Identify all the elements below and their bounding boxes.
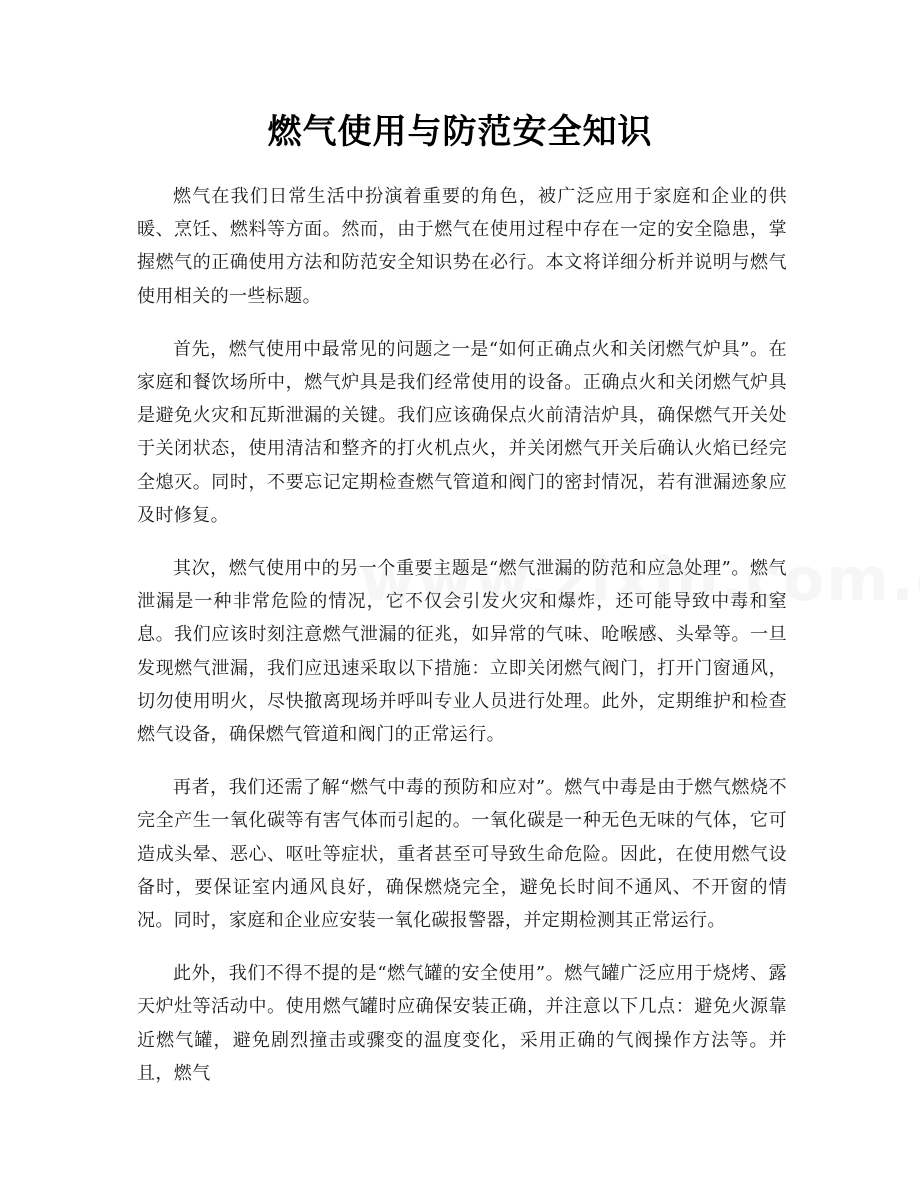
paragraph-leak: 其次，燃气使用中的另一个重要主题是“燃气泄漏的防范和应急处理”。燃气泄漏是一种非常危险的情况，它不仅会引发火灾和爆炸，还可能导致中毒和窒息。我们应该时刻注意燃气泄漏的征兆，如异常的气味、呛喉感、头晕等。一旦发现燃气泄漏，我们应迅速采取以下措施：立即关闭燃气阀门，打开门窗通风，切勿使用明火，尽快撤离现场并呼叫专业人员进行处理。此外，定期维护和检查燃气设备，确保燃气管道和阀门的正常运行。 <box>137 558 787 746</box>
document-body <box>137 180 787 1110</box>
paragraph-intro: 燃气在我们日常生活中扮演着重要的角色，被广泛应用于家庭和企业的供暖、烹饪、燃料等方面。然而，由于燃气在使用过程中存在一定的安全隐患，掌握燃气的正确使用方法和防范安全知识势在必行。本文将详细分析并说明与燃气使用相关的一些标题。 <box>137 186 787 307</box>
paragraph-poisoning: 再者，我们还需了解“燃气中毒的预防和应对”。燃气中毒是由于燃气燃烧不完全产生一氧化碳等有害气体而引起的。一氧化碳是一种无色无味的气体，它可造成头晕、恶心、呕吐等症状，重者甚至可导致生命危险。因此，在使用燃气设备时，要保证室内通风良好，确保燃烧完全，避免长时间不通风、不开窗的情况。同时，家庭和企业应安装一氧化碳报警器，并定期检测其正常运行。 <box>137 777 787 932</box>
paragraph-gas-tank: 此外，我们不得不提的是“燃气罐的安全使用”。燃气罐广泛应用于烧烤、露天炉灶等活动中。使用燃气罐时应确保安装正确，并注意以下几点：避免火源靠近燃气罐，避免剧烈撞击或骤变的温度变化，采用正确的气阀操作方法等。并且，燃气 <box>137 963 787 1084</box>
document-title: 燃气使用与防范安全知识 <box>267 112 653 152</box>
paragraph-ignition: 首先，燃气使用中最常见的问题之一是“如何正确点火和关闭燃气炉具”。在家庭和餐饮场所中，燃气炉具是我们经常使用的设备。正确点火和关闭燃气炉具是避免火灾和瓦斯泄漏的关键。我们应该确保点火前清洁炉具，确保燃气开关处于关闭状态，使用清洁和整齐的打火机点火，并关闭燃气开关后确认火焰已经完全熄灭。同时，不要忘记定期检查燃气管道和阀门的密封情况，若有泄漏迹象应及时修复。 <box>137 338 787 526</box>
